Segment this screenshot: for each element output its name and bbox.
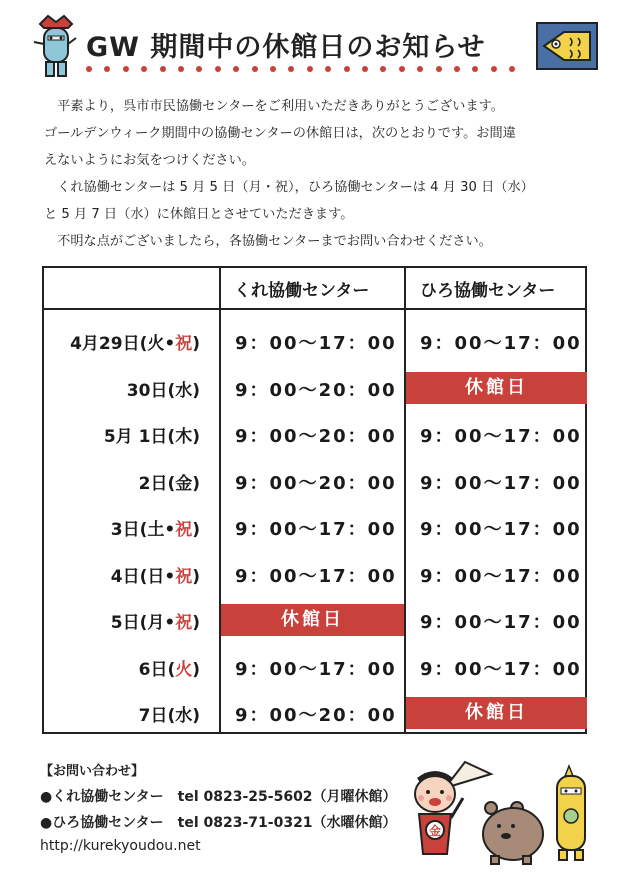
mascots-illustration — [405, 758, 615, 886]
hiro-hours-cell: 9：00〜17：00 — [420, 519, 582, 540]
date-part-date: 3日( — [110, 520, 148, 540]
hiro-hours-cell: 9：00〜17：00 — [420, 472, 582, 494]
hiro-hours-cell: 休館日 — [406, 697, 587, 729]
kure-hours-cell: 9：00〜17：00 — [235, 658, 397, 680]
intro-line: 平素より，呉市市民協働センターをご利用いただきありがとうございます。 — [44, 99, 504, 114]
date-part-day: 水 — [175, 380, 193, 401]
decorative-dot — [252, 66, 258, 72]
contact-kure: ●くれ協働センター tel 0823-25-5602（月曜休館） — [40, 789, 397, 805]
kure-hours-cell: 9：00〜20：00 — [235, 705, 397, 726]
decorative-dot — [270, 66, 276, 72]
decorative-dot — [399, 66, 405, 72]
kure-hours-cell: 9：00〜20：00 — [235, 379, 397, 401]
hiro-hours-cell: 9：00〜17：00 — [420, 612, 582, 633]
contact-hiro: ●ひろ協働センター tel 0823-71-0321（水曜休館） — [40, 815, 397, 831]
date-part-hol: 祝 — [175, 334, 193, 354]
date-part-dot: • — [164, 613, 176, 633]
decorative-dot — [454, 66, 460, 72]
table-divider — [219, 268, 221, 732]
date-part-close: ) — [192, 520, 200, 540]
date-part-close: ) — [192, 380, 200, 401]
intro-line: くれ協働センターは 5 月 5 日（月・祝），ひろ協働センターは 4 月 30 日（水） — [44, 180, 534, 195]
decorative-dot — [233, 66, 239, 72]
kure-hours-cell: 休館日 — [221, 604, 404, 636]
decorative-dot — [196, 66, 202, 72]
page-title: GW 期間中の休館日のお知らせ — [86, 32, 486, 63]
intro-line: えないようにお気をつけください。 — [44, 153, 255, 168]
date-cell — [139, 701, 200, 726]
date-cell — [111, 562, 200, 587]
date-part-date: 30日( — [126, 380, 176, 401]
date-part-day: 月 — [147, 613, 165, 633]
date-part-close: ) — [192, 473, 200, 494]
decorative-dot — [86, 66, 92, 72]
hiro-hours-cell: 休館日 — [406, 372, 587, 404]
date-part-date: 5月 1日( — [103, 427, 176, 447]
kure-hours-cell: 9：00〜17：00 — [235, 333, 397, 354]
intro-line: と 5 月 7 日（水）に休館日とさせていただきます。 — [44, 207, 354, 222]
date-part-date: 2日( — [138, 473, 176, 494]
decorative-dot — [215, 66, 221, 72]
table-divider — [404, 268, 406, 732]
decorative-dot — [380, 66, 386, 72]
kure-hours-cell: 9：00〜17：00 — [235, 519, 397, 540]
date-part-day: 火 — [175, 659, 193, 680]
table-header-line — [44, 308, 585, 310]
date-part-dot: • — [164, 334, 176, 354]
decorative-dot — [104, 66, 110, 72]
date-part-dot: • — [164, 520, 176, 540]
date-cell — [70, 329, 200, 354]
badge-char: 金 — [428, 824, 442, 838]
date-part-date: 4月29日( — [70, 334, 148, 354]
date-part-date: 4日( — [110, 566, 148, 587]
date-part-close: ) — [192, 334, 200, 354]
date-part-date: 5日( — [110, 613, 148, 633]
decorative-dot — [436, 66, 442, 72]
contact-url[interactable]: http://kurekyoudou.net — [40, 838, 201, 854]
date-part-day: 土 — [147, 520, 165, 540]
date-part-close: ) — [192, 566, 200, 587]
date-part-hol: 祝 — [175, 613, 193, 633]
hiro-hours-cell: 9：00〜17：00 — [420, 333, 582, 354]
date-cell — [111, 515, 200, 540]
decorative-dot — [141, 66, 147, 72]
decorative-dot — [160, 66, 166, 72]
date-part-day: 水 — [175, 706, 193, 726]
decorative-dot — [325, 66, 331, 72]
date-part-hol: 祝 — [175, 566, 193, 587]
decorative-dot — [123, 66, 129, 72]
mascot-left-icon — [30, 14, 82, 80]
decorative-dot — [362, 66, 368, 72]
bear-mascot-icon — [483, 802, 543, 864]
kure-hours-cell: 9：00〜17：00 — [235, 565, 397, 587]
kure-hours-cell: 9：00〜20：00 — [235, 426, 397, 447]
decorative-dot — [344, 66, 350, 72]
date-cell — [104, 422, 200, 447]
hiro-hours-cell: 9：00〜17：00 — [420, 565, 582, 587]
date-part-close: ) — [192, 659, 200, 680]
date-part-hol: 祝 — [175, 520, 193, 540]
column-header-hiro: ひろ協働センター — [420, 281, 556, 301]
date-cell — [111, 608, 200, 633]
contact-heading: 【お問い合わせ】 — [40, 764, 145, 779]
hiro-hours-cell: 9：00〜17：00 — [420, 426, 582, 447]
date-cell — [127, 376, 200, 401]
schedule-table — [42, 266, 587, 734]
decorative-dot — [509, 66, 515, 72]
date-part-day: 日 — [147, 566, 165, 587]
intro-line: 不明な点がございましたら，各協働センターまでお問い合わせください。 — [44, 234, 492, 249]
date-cell — [139, 655, 200, 680]
yellow-mascot-icon — [557, 766, 585, 860]
decorative-dot — [307, 66, 313, 72]
date-part-date: 7日( — [138, 706, 176, 726]
date-part-date: 6日( — [138, 659, 176, 680]
date-cell — [139, 469, 200, 494]
date-part-day: 木 — [175, 427, 193, 447]
hiro-hours-cell: 9：00〜17：00 — [420, 658, 582, 680]
date-part-dot: • — [164, 566, 176, 587]
date-part-close: ) — [192, 427, 200, 447]
decorative-dot — [417, 66, 423, 72]
intro-line: ゴールデンウィーク期間中の協働センターの休館日は，次のとおりです。お間違 — [44, 126, 516, 141]
title-underline-dots — [86, 66, 526, 76]
decorative-dot — [178, 66, 184, 72]
kure-hours-cell: 9：00〜20：00 — [235, 472, 397, 494]
decorative-dot — [288, 66, 294, 72]
decorative-dot — [472, 66, 478, 72]
date-part-close: ) — [192, 613, 200, 633]
decorative-dot — [491, 66, 497, 72]
date-part-day: 火 — [147, 334, 165, 354]
carp-streamer-icon — [536, 22, 598, 70]
date-part-day: 金 — [175, 473, 193, 494]
date-part-close: ) — [192, 706, 200, 726]
column-header-kure: くれ協働センター — [234, 281, 370, 301]
